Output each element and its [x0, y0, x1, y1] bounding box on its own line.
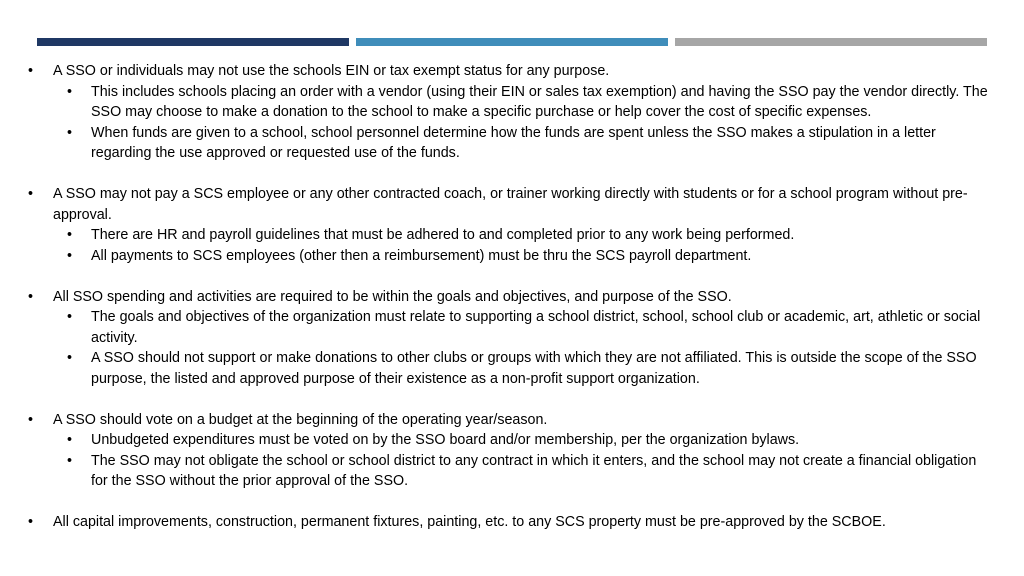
sub-bullet-item	[28, 307, 988, 348]
bullet-icon: •	[28, 514, 34, 530]
section-spacer	[28, 266, 988, 287]
sub-bullet-text: This includes schools placing an order with a vendor (using their EIN or sales tax exemption) and having the SSO pay the vendor directly. The SSO may choose to make a donation to the school to make a specific purchase or help cover the cost of specific expenses.	[91, 83, 988, 120]
sub-bullet-item	[28, 451, 988, 492]
sub-bullet-item	[28, 123, 988, 164]
bullet-icon: •	[67, 227, 73, 243]
bullet-icon: •	[28, 63, 34, 79]
sub-bullet-text: The SSO may not obligate the school or school district to any contract in which it enters, and the school may not create a financial obligation for the SSO without the prior approval of the SSO.	[91, 452, 977, 489]
header-bar-navy	[37, 38, 349, 46]
sub-bullet-text: Unbudgeted expenditures must be voted on by the SSO board and/or membership, per the organization bylaws.	[91, 432, 800, 448]
section-spacer	[28, 164, 988, 185]
bullet-item	[28, 184, 988, 225]
bullet-item	[28, 61, 988, 82]
section-spacer	[28, 389, 988, 410]
section-spacer	[28, 492, 988, 513]
sub-bullet-item	[28, 246, 988, 267]
bullet-item	[28, 410, 988, 431]
bullet-list	[28, 61, 988, 533]
bullet-item	[28, 287, 988, 308]
bullet-icon: •	[67, 452, 73, 469]
sub-bullet-text: All payments to SCS employees (other then a reimbursement) must be thru the SCS payroll department.	[91, 247, 752, 264]
sub-bullet-text: A SSO should not support or make donations to other clubs or groups with which they are not affiliated. This is outside the scope of the SSO purpose, the listed and approved purpose of their existence as a non-profit support organization.	[91, 350, 977, 387]
bullet-icon: •	[28, 186, 34, 202]
sub-bullet-item	[28, 225, 988, 246]
sub-bullet-text: There are HR and payroll guidelines that must be adhered to and completed prior to any work being performed.	[91, 227, 795, 243]
bullet-icon: •	[67, 83, 73, 100]
header-bar-blue	[356, 38, 668, 46]
bullet-icon: •	[28, 288, 34, 305]
sub-bullet-item	[28, 430, 988, 451]
bullet-icon: •	[67, 247, 73, 264]
bullet-item	[28, 512, 988, 533]
header-bar-gray	[675, 38, 987, 46]
sub-bullet-text: The goals and objectives of the organization must relate to supporting a school district, school, school club or academic, art, athletic or social activity.	[91, 309, 981, 346]
header-decoration-bars	[37, 38, 987, 46]
bullet-icon: •	[67, 432, 73, 448]
sub-bullet-item	[28, 82, 988, 123]
sub-bullet-item	[28, 348, 988, 389]
bullet-text: All capital improvements, construction, permanent fixtures, painting, etc. to any SCS property must be pre-approved by the SCBOE.	[53, 514, 886, 530]
bullet-text: A SSO may not pay a SCS employee or any other contracted coach, or trainer working directly with students or for a school program without pre-approval.	[53, 186, 968, 223]
bullet-icon: •	[67, 309, 73, 325]
bullet-icon: •	[67, 350, 73, 366]
bullet-icon: •	[67, 124, 73, 141]
sub-bullet-text: When funds are given to a school, school personnel determine how the funds are spent unless the SSO makes a stipulation in a letter regarding the use approved or requested use of the funds.	[91, 124, 936, 161]
bullet-icon: •	[28, 411, 34, 428]
bullet-text: A SSO should vote on a budget at the beginning of the operating year/season.	[53, 411, 548, 428]
bullet-text: All SSO spending and activities are required to be within the goals and objectives, and purpose of the SSO.	[53, 288, 732, 305]
bullet-text: A SSO or individuals may not use the schools EIN or tax exempt status for any purpose.	[53, 63, 610, 79]
